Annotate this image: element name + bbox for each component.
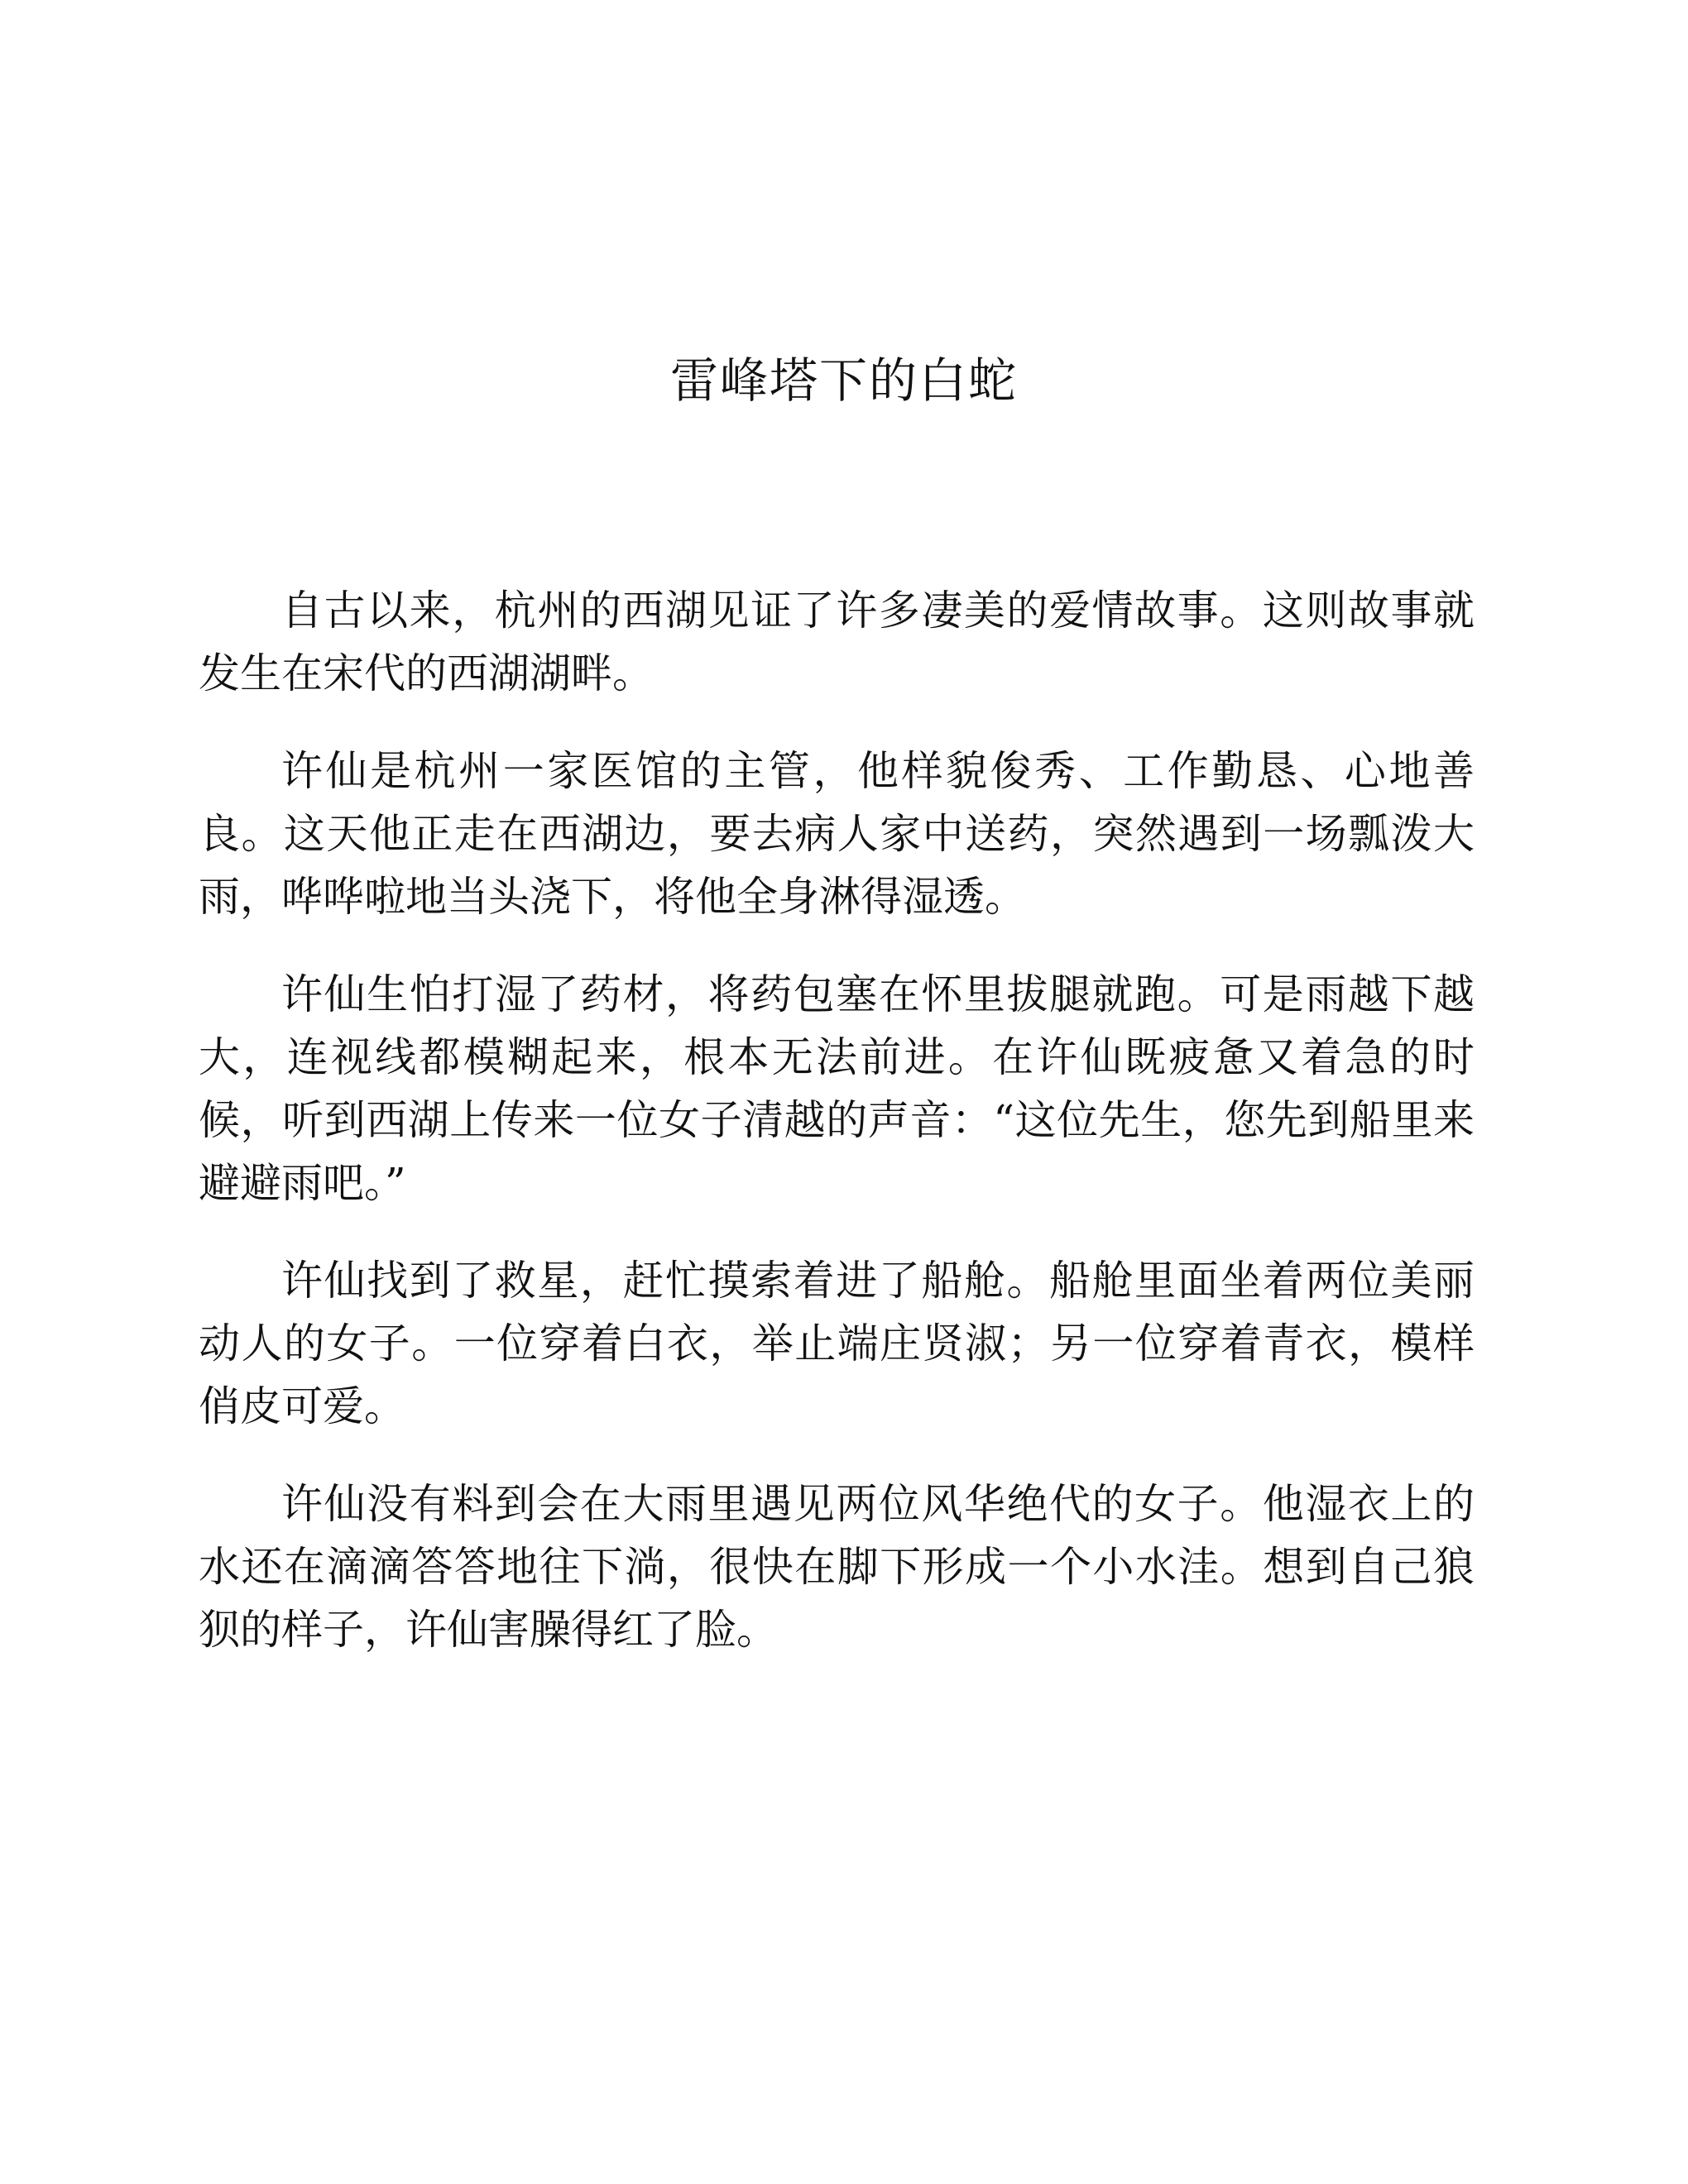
paragraph-3: 许仙生怕打湿了药材，将药包塞在怀里拔腿就跑。可是雨越下越大，连视线都模糊起来，根本无法前进。在许仙既疲惫又着急的时候，听到西湖上传来一位女子清越的声音：“这位先生，您先到船里来避避雨吧。” — [199, 970, 1475, 1207]
paragraph-4: 许仙找到了救星，赶忙摸索着进了船舱。船舱里面坐着两位美丽动人的女子。一位穿着白衣，举止端庄贤淑；另一位穿着青衣，模样俏皮可爱。 — [199, 1257, 1475, 1430]
paragraph-5: 许仙没有料到会在大雨里遇见两位风华绝代的女子。他湿衣上的水还在滴滴答答地往下淌，很快在脚下形成一个小水洼。想到自己狼狈的样子，许仙害臊得红了脸。 — [199, 1480, 1475, 1654]
paragraph-1: 自古以来，杭州的西湖见证了许多凄美的爱情故事。这则故事就发生在宋代的西湖湖畔。 — [199, 587, 1475, 697]
paragraph-2: 许仙是杭州一家医馆的主管，他样貌俊秀、工作勤恳、心地善良。这天他正走在西湖边，要去病人家中送药，突然遇到一场瓢泼大雨，哗哗啦地当头浇下，将他全身淋得湿透。 — [199, 747, 1475, 921]
story-body — [199, 579, 1475, 1696]
page-title: 雷峰塔下的白蛇 — [669, 352, 1018, 409]
